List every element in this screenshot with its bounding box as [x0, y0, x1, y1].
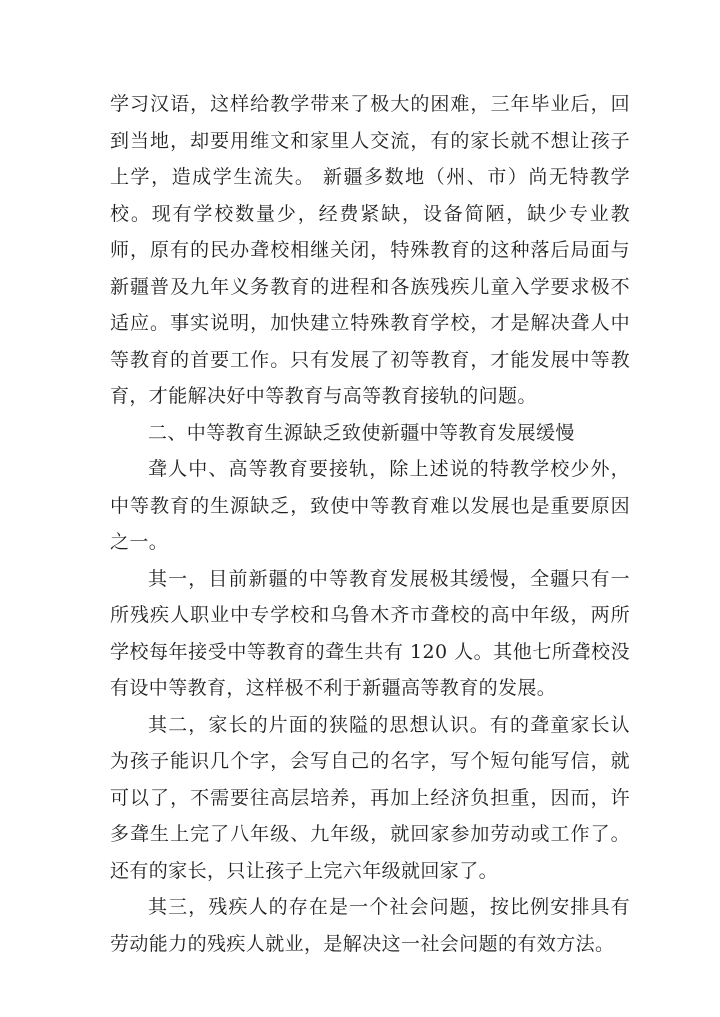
document-body [110, 86, 630, 962]
paragraph-point-three: 其三，残疾人的存在是一个社会问题，按比例安排具有劳动能力的残疾人就业，是解决这一社会问题的有效方法。 [110, 896, 630, 955]
paragraph-point-two: 其二，家长的片面的狭隘的思想认识。有的聋童家长认为孩子能识几个字，会写自己的名字，写个短句能写信，就可以了，不需要往高层培养，再加上经济负担重，因而，许多聋生上完了八年级、九年级，就回家参加劳动或工作了。还有的家长，只让孩子上完六年级就回家了。 [110, 713, 630, 882]
section-heading: 二、中等教育生源缺乏致使新疆中等教育发展缓慢 [148, 421, 575, 444]
paragraph-point-one: 其一，目前新疆的中等教育发展极其缓慢，全疆只有一所残疾人职业中专学校和乌鲁木齐市聋校的高中年级，两所学校每年接受中等教育的聋生共有 120 人。其他七所聋校没有设中等教育，这样极不利于新疆高等教育的发展。 [110, 567, 630, 699]
paragraph-intro: 聋人中、高等教育要接轨，除上述说的特教学校少外，中等教育的生源缺乏，致使中等教育难以发展也是重要原因之一。 [110, 458, 630, 553]
paragraph-continued: 学习汉语，这样给教学带来了极大的困难，三年毕业后，回到当地，却要用维文和家里人交流，有的家长就不想让孩子上学，造成学生流失。 新疆多数地（州、市）尚无特教学校。现有学校数量少，经费紧缺，设备简陋，缺少专业教师，原有的民办聋校相继关闭，特殊教育的这种落后局面与新疆普及九年义务教育的进程和各族残疾儿童入学要求极不适应。事实说明，加快建立特殊教育学校，才是解决聋人中等教育的首要工作。只有发展了初等教育，才能发展中等教育，才能解决好中等教育与高等教育接轨的问题。 [110, 93, 630, 407]
